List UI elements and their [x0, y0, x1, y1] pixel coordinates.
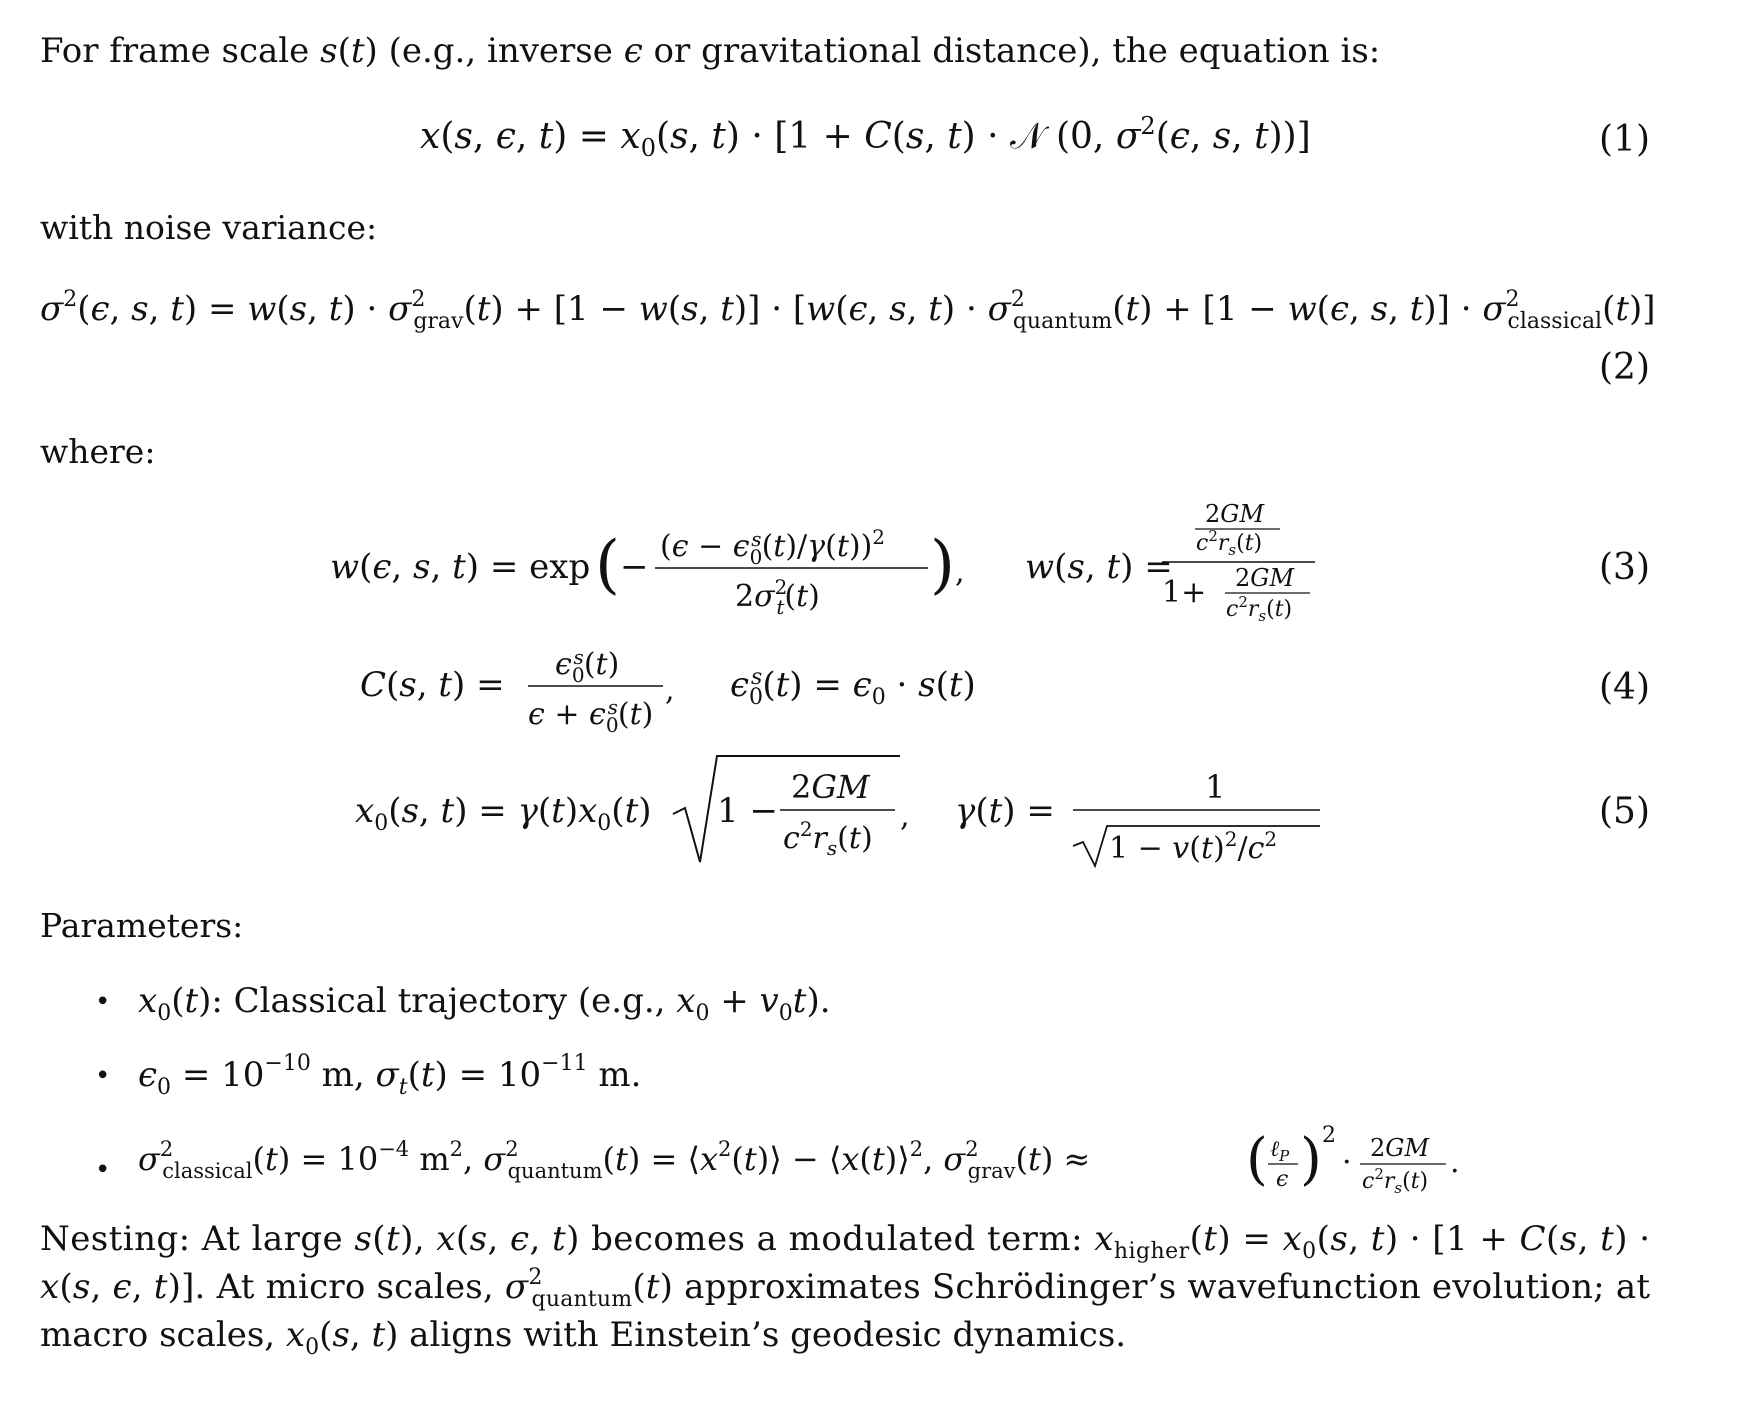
svg-text:c2rs(t): $c^2r_s(t)$ — [1196, 527, 1263, 559]
svg-text:1: 1 — [1205, 768, 1226, 806]
svg-text:(: ( — [1246, 1127, 1268, 1192]
intro-text-render — [40, 30, 1460, 74]
nesting-paragraph-render — [40, 1212, 1660, 1372]
svg-text:): ) — [930, 528, 955, 602]
equation-5 — [355, 750, 1335, 870]
svg-text:c2rs(t): $c^2r_s(t)$ — [1362, 1165, 1429, 1197]
parameter-item-1 — [138, 972, 1038, 1028]
svg-text:,: , — [665, 673, 675, 708]
svg-text:x0(s, t) = γ(t)x0(t): $x_0(s$, $t) = \gamma(t)x_0(t)$ — [355, 791, 652, 836]
svg-text:(ϵ − ϵ0s(t)/γ(t))2: $(\epsilon - \epsilon_0s(t)/\gamma(t))^2$ — [660, 525, 886, 569]
nesting-paragraph — [40, 1212, 1660, 1372]
parameters-label: Parameters: — [40, 906, 244, 945]
svg-text:w(s, t) =: w(s, t) = — [1025, 547, 1173, 587]
svg-text:): ) — [1300, 1127, 1322, 1192]
svg-text:ϵ0 = 10−10 m, σt(t) = 10−11 m.: $\epsilon_0 = 10^{-10}$ m, $\sigma_t(t) = 10^{-11}$ m. — [138, 1051, 642, 1100]
equation-1-render — [420, 108, 1311, 168]
svg-text:ϵ + ϵ0s(t): $\epsilon + \epsilon_0s(t)$ — [528, 695, 654, 737]
equation-1 — [420, 108, 1311, 168]
svg-text:x0(t): Classical trajectory (e: $x_0(t)$: Classical trajectory (e.g., $x_0 + v_0t$). — [138, 981, 831, 1026]
equation-1-number: (1) — [1599, 119, 1650, 160]
svg-text:For frame scale s(t) (e.g., in: For frame scale s(t) (e.g., inverse ϵ or gravitational distance), the equation is: — [40, 31, 1381, 71]
svg-text:,: , — [900, 799, 910, 834]
intro-text — [40, 30, 1460, 74]
equation-3-render — [330, 498, 1380, 636]
svg-text:w(ϵ, s, t) = exp: w(ϵ, s, t) = exp — [330, 547, 591, 587]
equation-4-render — [360, 640, 1000, 740]
equation-4-number: (4) — [1599, 667, 1650, 708]
equation-2 — [40, 280, 1656, 340]
svg-text:,: , — [955, 555, 965, 590]
svg-text:2: 2 — [1322, 1123, 1336, 1148]
svg-text:1 −: 1 − — [717, 791, 778, 831]
svg-text:(: ( — [595, 528, 620, 602]
svg-text:2GM: 2GM — [791, 768, 870, 806]
svg-text:2GM: 2GM — [1235, 564, 1295, 592]
svg-text:·: · — [1342, 1145, 1352, 1180]
equation-3 — [330, 498, 1380, 636]
bullet-1: • — [95, 987, 111, 1017]
svg-text:x(s, ϵ, t) = x0(s, t) · [1 + C: x(s, ϵ, $t) = x_0(s$, t) · [1 + C(s, t) · 𝒩 (0, $\sigma^2(\epsilon$, s, t))] — [420, 112, 1311, 162]
svg-text:γ(t) =: γ(t) = — [955, 791, 1055, 831]
bullet-2: • — [95, 1061, 111, 1091]
bullet-3: • — [95, 1155, 111, 1185]
parameter-item-1-render — [138, 972, 1038, 1028]
svg-text:macro scales, x0(s, t) aligns: macro scales, $x_0(s$, t) aligns with Einstein’s geodesic dynamics. — [40, 1315, 1127, 1360]
equation-2-number: (2) — [1599, 347, 1650, 388]
svg-text:C(s, t) =: C(s, t) = — [360, 665, 505, 705]
equation-5-render — [355, 750, 1335, 870]
svg-text:2GM: 2GM — [1370, 1134, 1430, 1162]
svg-text:ℓP: ℓ$_P$ — [1270, 1137, 1290, 1165]
svg-text:c2rs(t): $c^2r_s(t)$ — [1226, 593, 1293, 625]
equation-5-number: (5) — [1599, 791, 1650, 832]
svg-text:2σ2t(t): $2\sigma^2$ t(t) — [735, 575, 820, 619]
svg-text:2GM: 2GM — [1205, 500, 1265, 528]
parameter-item-2 — [138, 1044, 938, 1100]
svg-text:c2rs(t): $c^2r_s(t)$ — [783, 817, 873, 860]
svg-text:σ2(ϵ, s, t) = w(s, t) · σ2grav: $\sigma^2(\epsilon$, s, t) = w(s, $t) \cdot \sigma^2$ grav(t) + [1 − w(s, t)] · [w(ϵ, s, $t) \cdot \sigma^2$ quantum(t) + [1 − w(ϵ, s, $t)] \cdot \sigma^2$ classical(t)] — [40, 287, 1656, 334]
svg-text:1 − v(t)2/c2: $1 - v(t)^2/c^2$ — [1109, 827, 1278, 866]
equation-3-number: (3) — [1599, 547, 1650, 588]
equation-4 — [360, 640, 1000, 740]
noise-label: with noise variance: — [40, 208, 378, 247]
svg-text:ϵ0s(t) = ϵ0 · s(t): $\epsilon_0s(t) = \epsilon_0 \cdot s(t)$ — [730, 665, 976, 710]
equation-2-render — [40, 280, 1656, 340]
svg-text:1+: 1+ — [1162, 575, 1207, 610]
svg-text:Nesting: At large s(t), x(s, ϵ: Nesting: At large s(t), x(s, ϵ, t) becomes a modulated term: $x_{higher}(t) = x_0(s$, t) · [1 + C(s, t) · — [40, 1219, 1650, 1264]
where-label: where: — [40, 432, 156, 471]
parameter-item-2-render — [138, 1044, 938, 1100]
svg-text:σ2classical(t) = 10−4 m2, σ2qu: $\sigma^2$ classical(t) = $10^{-4}$ $m^2$, $\sigma^2$ quantum(t) = $⟨x^2(t)⟩$ − ⟨x(t)⟩$^2$, $\sigma^2$ grav(t) ≈ — [138, 1137, 1091, 1183]
parameter-item-3-render — [138, 1112, 1518, 1204]
svg-text:−: − — [620, 547, 649, 587]
svg-text:x(s, ϵ, t)]. At micro scales,: x(s, ϵ, t)]. At micro scales, $\sigma^2$ quantum(t) approximates Schrödinger’s wavefunction evolution; at — [40, 1265, 1650, 1312]
svg-text:ϵ: ϵ — [1276, 1167, 1289, 1192]
parameter-item-3 — [138, 1112, 1518, 1204]
svg-text:ϵ0s(t): $\epsilon_0s(t)$ — [555, 645, 620, 687]
svg-text:.: . — [1450, 1145, 1460, 1180]
